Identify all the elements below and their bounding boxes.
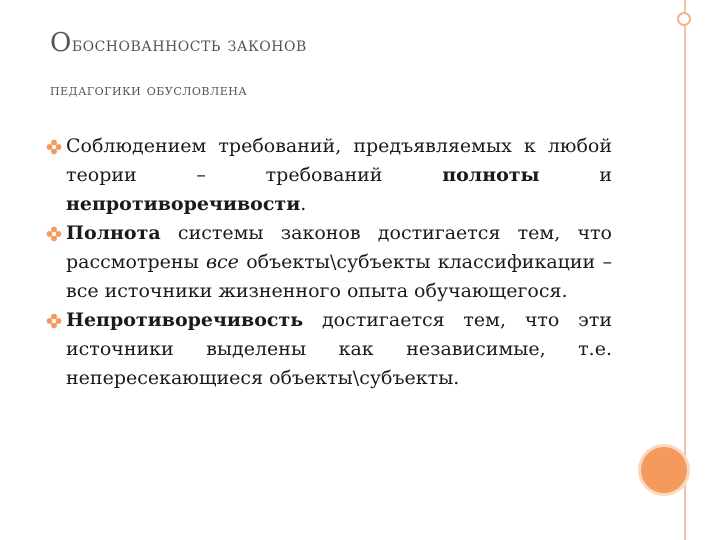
item-text: .	[300, 193, 307, 215]
item-text: системы законов достигается тем, что рассмотрены	[66, 222, 612, 273]
decorative-ring	[677, 12, 691, 26]
item-bold-term: непротиворечивости	[66, 193, 301, 215]
item-text: Соблюдением требований, предъявляемых к любой теории – требований	[66, 135, 612, 186]
title-initial: О	[50, 28, 72, 58]
title-line-1	[50, 30, 610, 56]
flower-bullet-icon	[46, 306, 62, 335]
item-text: достигается тем, что эти источники выделены как независимые, т.е. непересекающиеся объекты\субъекты.	[66, 309, 612, 389]
item-bold-term: полноты	[442, 164, 540, 186]
item-bold-term: Полнота	[66, 222, 161, 244]
list-item	[46, 132, 612, 219]
item-text: и	[539, 164, 612, 186]
title-line-1-rest: боснованность законов	[71, 32, 307, 56]
item-bold-term: Непротиворечивость	[66, 309, 304, 331]
title-line-2: педагогики обусловлена	[50, 80, 248, 99]
decorative-orange-circle	[641, 447, 687, 493]
item-italic-term: все	[205, 251, 239, 273]
flower-bullet-icon	[46, 219, 62, 248]
item-text: объекты\субъекты классификации – все источники жизненного опыта обучающегося.	[66, 251, 613, 302]
slide-title	[50, 30, 610, 99]
bullet-list	[46, 132, 612, 393]
list-item	[46, 219, 612, 306]
list-item	[46, 306, 612, 393]
flower-bullet-icon	[46, 132, 62, 161]
